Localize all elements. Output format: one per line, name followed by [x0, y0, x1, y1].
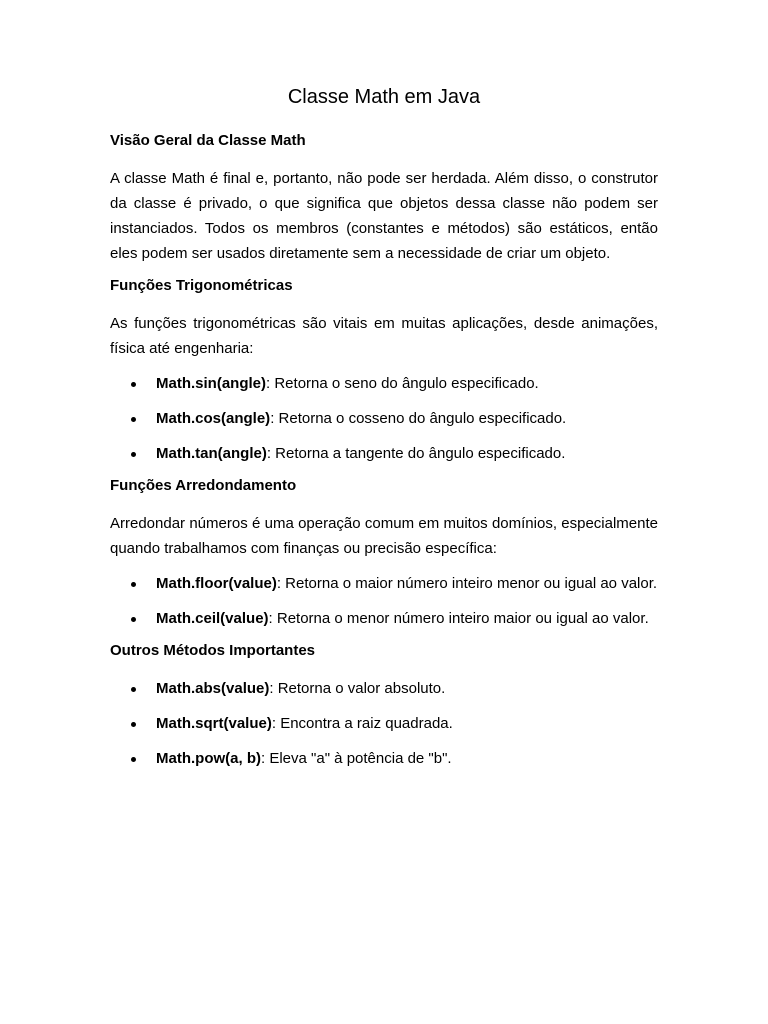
method-list: [110, 371, 658, 466]
section-other-methods: [110, 641, 658, 771]
section-heading: Funções Trigonométricas: [110, 277, 293, 294]
section-heading: Visão Geral da Classe Math: [110, 132, 306, 149]
method-list: [110, 571, 658, 631]
method-name: Math.pow(a, b): [156, 750, 261, 767]
section-heading: Funções Arredondamento: [110, 477, 297, 494]
method-list: [110, 676, 658, 771]
method-name: Math.sin(angle): [156, 375, 267, 392]
bullet-icon: [131, 452, 136, 457]
method-description: : Retorna o seno do ângulo especificado.: [266, 375, 539, 392]
list-item: [110, 406, 658, 431]
method-name: Math.abs(value): [156, 680, 270, 697]
method-name: Math.sqrt(value): [156, 715, 272, 732]
method-name: Math.cos(angle): [156, 410, 271, 427]
method-description: : Retorna o valor absoluto.: [269, 680, 446, 697]
method-description: : Retorna o menor número inteiro maior ou igual ao valor.: [268, 610, 649, 627]
document-title: Classe Math em Java: [287, 86, 481, 108]
method-description: : Encontra a raiz quadrada.: [271, 715, 453, 732]
method-description: : Eleva "a" à potência de "b".: [261, 750, 452, 767]
list-item: [110, 571, 658, 596]
list-item: [110, 746, 658, 771]
method-name: Math.tan(angle): [156, 445, 267, 462]
method-description: : Retorna o cosseno do ângulo especificado.: [270, 410, 567, 427]
section-rounding: [110, 476, 658, 631]
section-paragraph: Arredondar números é uma operação comum em muitos domínios, especialmente quando trabalhamos com finanças ou precisão específica:: [110, 515, 658, 557]
method-name: Math.floor(value): [156, 575, 277, 592]
list-item: [110, 606, 658, 631]
bullet-icon: [131, 417, 136, 422]
document-page: [110, 82, 658, 781]
list-item: [110, 711, 658, 736]
section-heading: Outros Métodos Importantes: [110, 642, 316, 659]
method-description: : Retorna o maior número inteiro menor ou igual ao valor.: [276, 575, 658, 592]
list-item: [110, 371, 658, 396]
section-trigonometric: [110, 276, 658, 466]
method-name: Math.ceil(value): [156, 610, 269, 627]
bullet-icon: [131, 382, 136, 387]
method-description: : Retorna a tangente do ângulo especificado.: [266, 445, 566, 462]
bullet-icon: [131, 757, 136, 762]
bullet-icon: [131, 722, 136, 727]
bullet-icon: [131, 687, 136, 692]
bullet-icon: [131, 617, 136, 622]
list-item: [110, 676, 658, 701]
section-overview: [110, 131, 658, 266]
bullet-icon: [131, 582, 136, 587]
section-paragraph: As funções trigonométricas são vitais em muitas aplicações, desde animações, física até engenharia:: [110, 315, 658, 357]
list-item: [110, 441, 658, 466]
section-paragraph: A classe Math é final e, portanto, não pode ser herdada. Além disso, o construtor da classe é privado, o que significa que objetos dessa classe não podem ser instanciados. Todos os membros (constantes e métodos) são estáticos, então eles podem ser usados diretamente sem a necessidade de criar um objeto.: [110, 170, 658, 262]
